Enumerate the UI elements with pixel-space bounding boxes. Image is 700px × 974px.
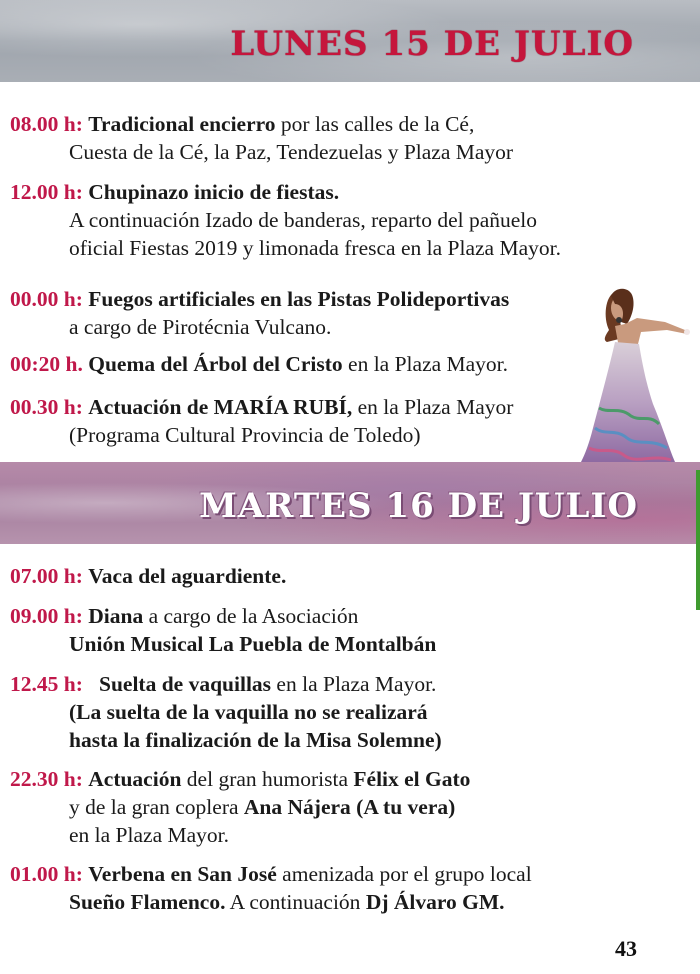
entry-text: A continuación — [225, 890, 366, 914]
entry-highlight: Actuación — [88, 767, 182, 791]
entry-highlight: hasta la finalización de la Misa Solemne) — [69, 728, 442, 752]
entry-text: A continuación Izado de banderas, reparto del pañuelo — [69, 208, 538, 232]
entry-text: en la Plaza Mayor. — [271, 672, 437, 696]
entry-time: 12.00 h: — [10, 180, 83, 204]
page-number: 43 — [615, 936, 637, 961]
entry-highlight: Fuegos artificiales en las Pistas Polideportivas — [88, 287, 510, 311]
entry-highlight: Diana — [88, 604, 144, 628]
entry-text: (Programa Cultural Provincia de Toledo) — [69, 423, 421, 447]
entry-text: oficial Fiestas 2019 y limonada fresca en la Plaza Mayor. — [69, 236, 561, 260]
day-title-monday: LUNES 15 DE JULIO — [230, 24, 634, 64]
entry-time: 09.00 h: — [10, 604, 83, 628]
entry-text: en la Plaza Mayor. — [342, 352, 509, 376]
day-banner-tuesday — [0, 462, 700, 544]
entry-time: 08.00 h: — [10, 112, 83, 136]
schedule-entry — [10, 860, 610, 916]
entry-time: 00:20 h. — [10, 352, 83, 376]
schedule-entry — [10, 765, 610, 849]
entry-highlight: Ana Nájera (A tu vera) — [243, 795, 456, 819]
entry-text: en la Plaza Mayor. — [69, 823, 230, 847]
entry-text: a cargo de la Asociación — [143, 604, 359, 628]
entry-highlight: Quema del Árbol del Cristo — [88, 352, 343, 376]
entry-highlight: Félix el Gato — [353, 767, 471, 791]
entry-highlight: Sueño Flamenco. — [69, 890, 226, 914]
entry-text: amenizada por el grupo local — [276, 862, 532, 886]
schedule-entry — [10, 562, 610, 590]
entry-time: 01.00 h: — [10, 862, 83, 886]
entry-highlight: Actuación de MARÍA RUBÍ, — [88, 395, 353, 419]
day-banner-monday — [0, 0, 700, 82]
entry-highlight: Dj Álvaro GM. — [365, 890, 505, 914]
schedule-entry — [10, 178, 610, 262]
schedule-entry — [10, 285, 610, 341]
entry-highlight: Vaca del aguardiente. — [88, 564, 287, 588]
schedule-entry — [10, 602, 610, 658]
entry-highlight: Suelta de vaquillas — [99, 672, 272, 696]
entry-time: 07.00 h: — [10, 564, 83, 588]
entry-time: 00.00 h: — [10, 287, 83, 311]
entry-highlight: Unión Musical La Puebla de Montalbán — [69, 632, 437, 656]
entry-text: y de la gran coplera — [69, 795, 244, 819]
entry-time: 12.45 h: — [10, 672, 83, 696]
day-title-tuesday: MARTES 16 DE JULIO — [199, 486, 638, 526]
entry-highlight: (La suelta de la vaquilla no se realizará — [69, 700, 428, 724]
entry-time: 22.30 h: — [10, 767, 83, 791]
entry-highlight: Tradicional encierro — [88, 112, 276, 136]
entry-text: en la Plaza Mayor — [352, 395, 514, 419]
entry-text: por las calles de la Cé, — [275, 112, 475, 136]
schedule-entry — [10, 350, 610, 378]
schedule-entry — [10, 393, 610, 449]
singer-photo — [575, 278, 695, 466]
schedule-entry — [10, 110, 610, 166]
entry-text: a cargo de Pirotécnia Vulcano. — [69, 315, 332, 339]
page-edge-accent — [696, 470, 700, 610]
schedule-entry — [10, 670, 610, 754]
entry-text: Cuesta de la Cé, la Paz, Tendezuelas y Plaza Mayor — [69, 140, 514, 164]
entry-text: del gran humorista — [181, 767, 354, 791]
entry-time: 00.30 h: — [10, 395, 83, 419]
entry-highlight: Chupinazo inicio de fiestas. — [88, 180, 340, 204]
entry-highlight: Verbena en San José — [88, 862, 277, 886]
